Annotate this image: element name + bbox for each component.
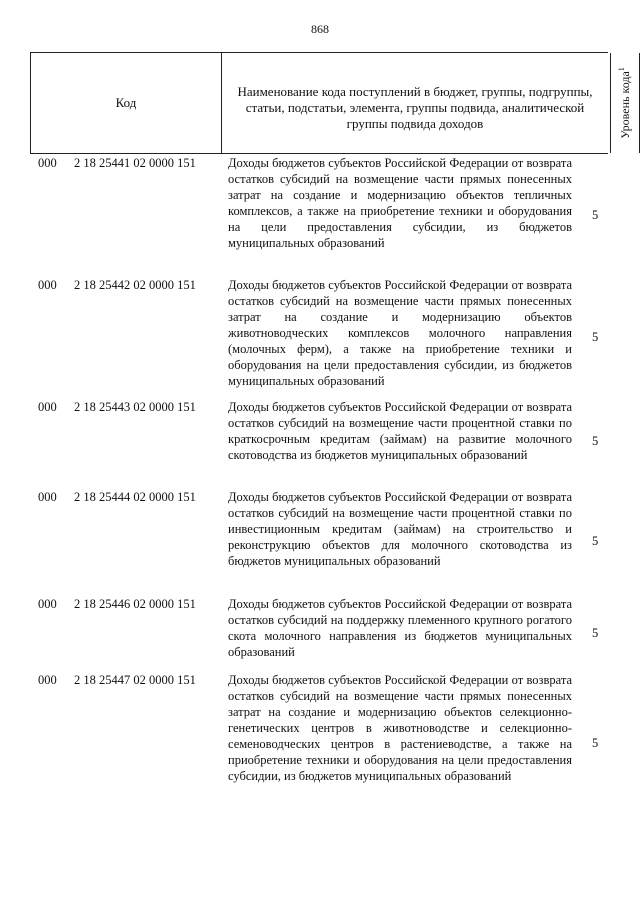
table-row [30, 489, 608, 589]
revenue-code: 2 18 25447 02 0000 151 [74, 673, 196, 687]
revenue-code: 2 18 25444 02 0000 151 [74, 490, 196, 504]
page-number: 868 [311, 22, 329, 36]
revenue-name: Доходы бюджетов субъектов Российской Федерации от возврата остатков субсидий на возмещение части процентной ставки по краткосрочным кредитам (займам) на развитие молочного скотоводства из бюджетов муниципальных образований [228, 400, 572, 462]
table-body [30, 155, 608, 783]
revenue-name: Доходы бюджетов субъектов Российской Федерации от возврата остатков субсидий на возмещение части прямых понесенных затрат на создание и модернизацию объектов тепличных комплексов, а также на приобретение техники и оборудования на цели предоставления субсидии, из бюджетов муниципальных образований [228, 156, 572, 250]
admin-code: 000 [38, 278, 57, 292]
revenue-code: 2 18 25446 02 0000 151 [74, 597, 196, 611]
revenue-name: Доходы бюджетов субъектов Российской Федерации от возврата остатков субсидий на возмещение части процентной ставки по инвестиционным кредитам (займам) на строительство и реконструкцию объектов для молочного скотоводства из бюджетов муниципальных образований [228, 490, 572, 568]
revenue-code: 2 18 25442 02 0000 151 [74, 278, 196, 292]
code-level: 5 [592, 736, 599, 750]
header-name: Наименование кода поступлений в бюджет, группы, подгруппы, статьи, подстатьи, элемента, группы подвида, аналитической группы подвида доходов [237, 84, 593, 131]
code-level: 5 [592, 208, 599, 222]
admin-code: 000 [38, 490, 57, 504]
admin-code: 000 [38, 156, 57, 170]
code-level: 5 [592, 534, 599, 548]
table-row [30, 155, 608, 275]
revenue-name: Доходы бюджетов субъектов Российской Федерации от возврата остатков субсидий на возмещение части прямых понесенных затрат на создание и модернизацию объектов животноводческих комплексов молочного направления (молочных ферм), а также на приобретение техники и оборудования на цели предоставления субсидии, из бюджетов муниципальных образований [228, 278, 572, 388]
table-row [30, 399, 608, 483]
header-level-footnote: 1 [617, 67, 626, 72]
admin-code: 000 [38, 673, 57, 687]
header-level [610, 53, 640, 153]
revenue-code: 2 18 25443 02 0000 151 [74, 400, 196, 414]
table-row [30, 596, 608, 664]
code-level: 5 [592, 626, 599, 640]
revenue-name: Доходы бюджетов субъектов Российской Федерации от возврата остатков субсидий на поддержку племенного крупного рогатого скота молочного направления из бюджетов муниципальных образований [228, 597, 572, 659]
header-level-text: Уровень кода [618, 71, 632, 139]
revenue-name: Доходы бюджетов субъектов Российской Федерации от возврата остатков субсидий на возмещение части прямых понесенных затрат на создание и модернизацию объектов селекционно-генетических центров в животноводстве и селекционно-семеноводческих центров в растениеводстве, а также на приобретение техники и оборудования на цели предоставления субсидии, из бюджетов муниципальных образований [228, 673, 572, 783]
admin-code: 000 [38, 400, 57, 414]
table-header [30, 52, 632, 154]
table-row [30, 672, 608, 808]
header-code: Код [30, 53, 222, 153]
code-level: 5 [592, 330, 599, 344]
admin-code: 000 [38, 597, 57, 611]
table-row [30, 277, 608, 397]
code-level: 5 [592, 434, 599, 448]
revenue-code: 2 18 25441 02 0000 151 [74, 156, 196, 170]
header-level-label [617, 67, 633, 139]
